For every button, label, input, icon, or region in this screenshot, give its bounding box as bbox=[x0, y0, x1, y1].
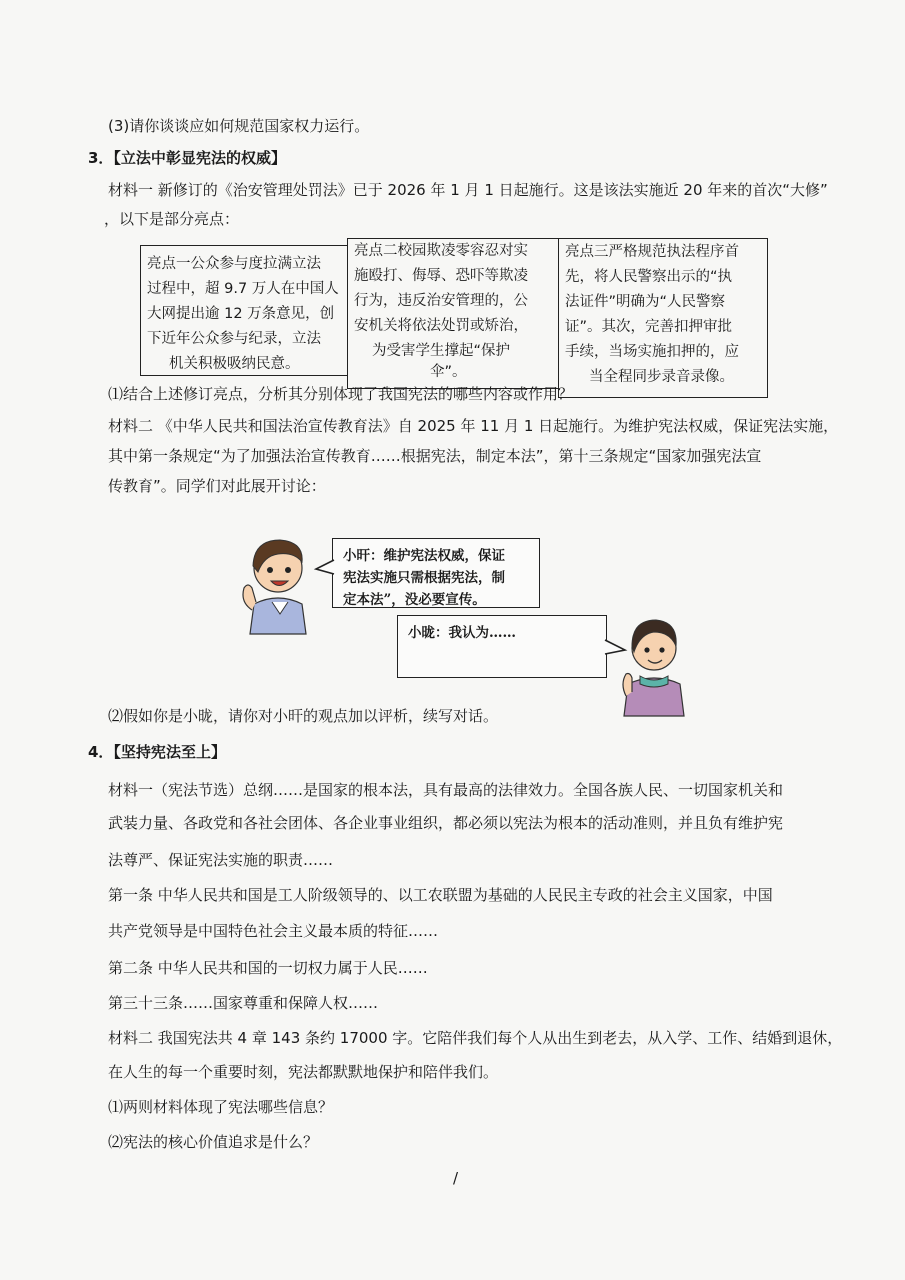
q4-line: 材料一（宪法节选）总纲……是国家的根本法，具有最高的法律效力。全国各族人民、一切国家机关和 bbox=[108, 781, 784, 799]
q3-sub2: ⑵假如你是小昽，请你对小旰的观点加以评析，续写对话。 bbox=[108, 707, 499, 725]
q3-material1-line1: 材料一 新修订的《治安管理处罚法》已于 2026 年 1 月 1 日起施行。这是该法实施近 20 年来的首次“大修” bbox=[108, 181, 828, 199]
highlight1-line: 下近年公众参与纪录，立法 bbox=[147, 331, 321, 347]
q3-material2-line2: 其中第一条规定“为了加强法治宣传教育……根据宪法，制定本法”，第十三条规定“国家加强宪法宣 bbox=[108, 447, 762, 465]
highlight3-line: 亮点三严格规范执法程序首 bbox=[565, 244, 739, 260]
highlight2-line: 为受害学生撑起“保护 bbox=[372, 343, 511, 359]
q4-line: 材料二 我国宪法共 4 章 143 条约 17000 字。它陪伴我们每个人从出生到老去，从入学、工作、结婚到退休， bbox=[108, 1029, 843, 1047]
highlight-box-1 bbox=[140, 245, 348, 376]
q3-material2-line3: 传教育”。同学们对此展开讨论： bbox=[108, 477, 326, 495]
highlight3-line: 当全程同步录音录像。 bbox=[589, 369, 734, 385]
highlight3-line: 法证件”明确为“人民警察 bbox=[565, 294, 726, 310]
highlight1-line: 亮点一公众参与度拉满立法 bbox=[147, 256, 321, 272]
q4-line: 第三十三条……国家尊重和保障人权…… bbox=[108, 994, 379, 1012]
bubble1-line: 小旰：维护宪法权威，保证 bbox=[343, 548, 505, 564]
q4-line: 法尊严、保证宪法实施的职责…… bbox=[108, 851, 334, 869]
q4-line: 第一条 中华人民共和国是工人阶级领导的、以工农联盟为基础的人民民主专政的社会主义国家，中国 bbox=[108, 886, 773, 904]
q2-sub3: (3)请你谈谈应如何规范国家权力运行。 bbox=[108, 117, 370, 135]
highlight2-line: 行为，违反治安管理的，公 bbox=[354, 293, 528, 309]
highlight3-line: 先，将人民警察出示的“执 bbox=[565, 269, 733, 285]
q4-sub1: ⑴两则材料体现了宪法哪些信息？ bbox=[108, 1098, 334, 1116]
bubble2-text: 小昽：我认为…… bbox=[408, 625, 516, 641]
highlight3-line: 手续，当场实施扣押的，应 bbox=[565, 344, 739, 360]
page-footer-mark: / bbox=[453, 1169, 459, 1187]
boy-xiaoyi-illustration bbox=[618, 612, 690, 716]
q3-title: 3．【立法中彰显宪法的权威】 bbox=[88, 149, 286, 167]
q3-material2-line1: 材料二 《中华人民共和国法治宣传教育法》自 2025 年 11 月 1 日起施行。为维护宪法权威，保证宪法实施， bbox=[108, 417, 839, 435]
speech-bubble-xiaoyi bbox=[397, 615, 607, 678]
highlight2-line: 施殴打、侮辱、恐吓等欺凌 bbox=[354, 268, 528, 284]
q4-line: 武装力量、各政党和各社会团体、各企业事业组织，都必须以宪法为根本的活动准则，并且负有维护宪 bbox=[108, 814, 784, 832]
highlight-box-3 bbox=[558, 238, 768, 398]
bubble1-line: 定本法”，没必要宣传。 bbox=[343, 592, 486, 608]
highlight2-line: 亮点二校园欺凌零容忍对实 bbox=[354, 243, 528, 259]
boy-xiaoyu-illustration bbox=[238, 532, 328, 634]
highlight2-line: 伞”。 bbox=[430, 364, 467, 380]
q4-line: 在人生的每一个重要时刻，宪法都默默地保护和陪伴我们。 bbox=[108, 1063, 499, 1081]
speech-bubble-tail bbox=[316, 560, 334, 576]
q4-sub2: ⑵宪法的核心价值追求是什么？ bbox=[108, 1133, 319, 1151]
q3-sub1: ⑴结合上述修订亮点，分析其分别体现了我国宪法的哪些内容或作用？ bbox=[108, 385, 574, 403]
speech-bubble-xiaoyu bbox=[332, 538, 540, 608]
bubble1-line: 宪法实施只需根据宪法，制 bbox=[343, 570, 505, 586]
q4-title: 4．【坚持宪法至上】 bbox=[88, 743, 226, 761]
highlight1-line: 过程中，超 9.7 万人在中国人 bbox=[147, 281, 339, 297]
q4-line: 第二条 中华人民共和国的一切权力属于人民…… bbox=[108, 959, 428, 977]
q4-line: 共产党领导是中国特色社会主义最本质的特征…… bbox=[108, 922, 439, 940]
highlight2-line: 安机关将依法处罚或矫治， bbox=[354, 318, 528, 334]
highlight3-line: 证”。其次，完善扣押审批 bbox=[565, 319, 733, 335]
highlight1-line: 机关积极吸纳民意。 bbox=[169, 356, 300, 372]
highlight1-line: 大网提出逾 12 万条意见，创 bbox=[147, 306, 335, 322]
q3-material1-line2: ，以下是部分亮点： bbox=[104, 210, 240, 228]
highlight-box-2 bbox=[347, 238, 559, 389]
